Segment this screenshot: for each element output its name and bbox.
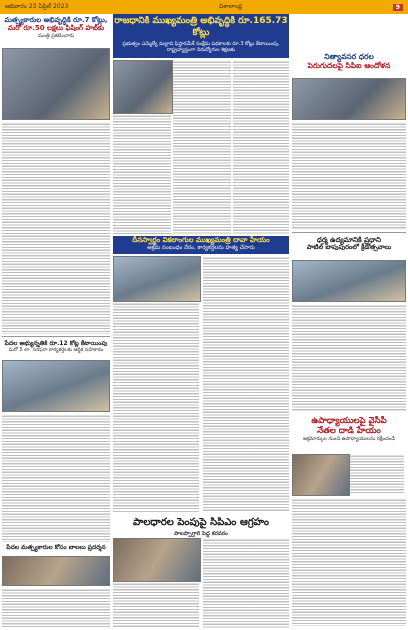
headline-strip (113, 236, 289, 254)
strip-subheadline: అక్రమ సంబంధం నేరం, కార్యకర్తలను హత్య చేసారు (147, 245, 255, 252)
news-photo-minister (2, 48, 110, 120)
headline-3: పేదల మత్స్యకారుల కోసం బాలలు ప్రదర్శన (6, 544, 106, 551)
news-photo-protest (113, 256, 201, 302)
article-body-strip-a (113, 302, 199, 512)
lead-body-b (173, 60, 231, 234)
headline-right-2a: ధర్మ ఉద్యమానికి ప్రధాని (316, 236, 382, 244)
milk-price-headline-block (113, 516, 289, 538)
news-photo-children (2, 556, 110, 586)
divider (292, 232, 406, 233)
paper-name: విశాలాంధ్ర (219, 3, 243, 10)
article-body-r3b (292, 498, 406, 626)
issue-date: ఆదివారం 23 ఏప్రిల్ 2023 (5, 3, 69, 10)
headline-right-3b: నేతల దాడి హేయం (317, 426, 381, 437)
article-body-r3a (350, 454, 404, 494)
article-body-1 (2, 122, 110, 334)
news-photo-lead (113, 60, 173, 114)
lead-body-c (233, 60, 289, 234)
article-body-strip-b (203, 256, 289, 512)
lead-headline: రాజధానికి ముఖ్యమంత్రి అభివృద్ధికి రూ.165.73 కోట్లు (114, 16, 288, 38)
headline-subtitle: మంత్రి ప్రకటించారు (37, 32, 75, 39)
divider (2, 336, 110, 337)
article-body-milk-b (203, 538, 289, 628)
article-body-r2 (292, 304, 406, 412)
lead-subheadline: ప్రభుత్వం ఎమ్మెల్యే మల్లాది ఫిష్షారమేశ్ సంక్షేమ పథకాలకు రూ.3 కోట్లు కేటాయింపు, రాష్ట్రవ్యాప్తంగా నిరుద్యోగుల శిక్షణకు (122, 41, 280, 54)
lead-body-a (113, 114, 171, 234)
column-left (2, 14, 110, 630)
headline-line-2: మరో రూ.50 లక్షలు ఫిషింగ్ హబ్‌కు (7, 24, 105, 33)
column-middle (113, 60, 289, 630)
news-photo-meeting (2, 360, 110, 412)
headline-right-1b: పెరుగుదలపై సిపిఐ ఆందోళన (307, 61, 391, 70)
strip-headline: దీనస్వార్థం వికలాంగుల ముఖ్యమంత్రి దావా హేయం (132, 236, 270, 244)
headline-poor-upliftment (2, 340, 110, 358)
page-header-bar (0, 0, 408, 14)
headline-teachers (292, 416, 406, 450)
milk-price-subheadline: పాలప్పాగ్తారి పెద్ద కరవరం (174, 531, 228, 537)
headline-right-3a: ఉపాధ్యాయులపై వైసీపీ (311, 416, 387, 426)
headline-line-1: మత్స్యకారుల అభివృద్ధికి రూ.7 కోట్లు, (4, 16, 108, 24)
lead-banner (113, 14, 289, 58)
headline-right-3-sub: అక్రమార్కుల నుంచి ఉపాధ్యాయులను రక్షించండి (302, 436, 396, 443)
page-number: 9 (393, 4, 403, 11)
article-body-3 (2, 588, 110, 628)
headline-fishermen (2, 16, 110, 46)
article-body-r1 (292, 122, 406, 230)
column-right (292, 14, 406, 630)
headline-right-2b: పాటిల్ బాపుపురంలో క్రీడోత్సవాలు (306, 243, 392, 252)
headline-2-subtitle: మరో 5 లా. సరఫరా కార్యకర్తలకు ఆర్థిక సహకారం (8, 347, 104, 354)
news-photo-cpm (113, 538, 201, 582)
headline-2: పేదల అభ్యున్నతికి రూ.12 కోట్ల కేటాయింపు (4, 340, 108, 347)
headline-right-1a: నిత్యావసర ధరల (324, 52, 374, 61)
headline-dharma (292, 236, 406, 258)
article-body-2 (2, 414, 110, 542)
headline-children-show (2, 544, 110, 554)
milk-price-headline: పాలధారల పెంపుపై సిపిఎం ఆగ్రహం (133, 517, 269, 528)
headline-price-rise (292, 52, 406, 76)
news-photo-cpi (292, 78, 406, 120)
news-photo-teachers (292, 454, 350, 496)
article-body-milk-a (113, 582, 199, 628)
news-photo-sports (292, 260, 406, 302)
